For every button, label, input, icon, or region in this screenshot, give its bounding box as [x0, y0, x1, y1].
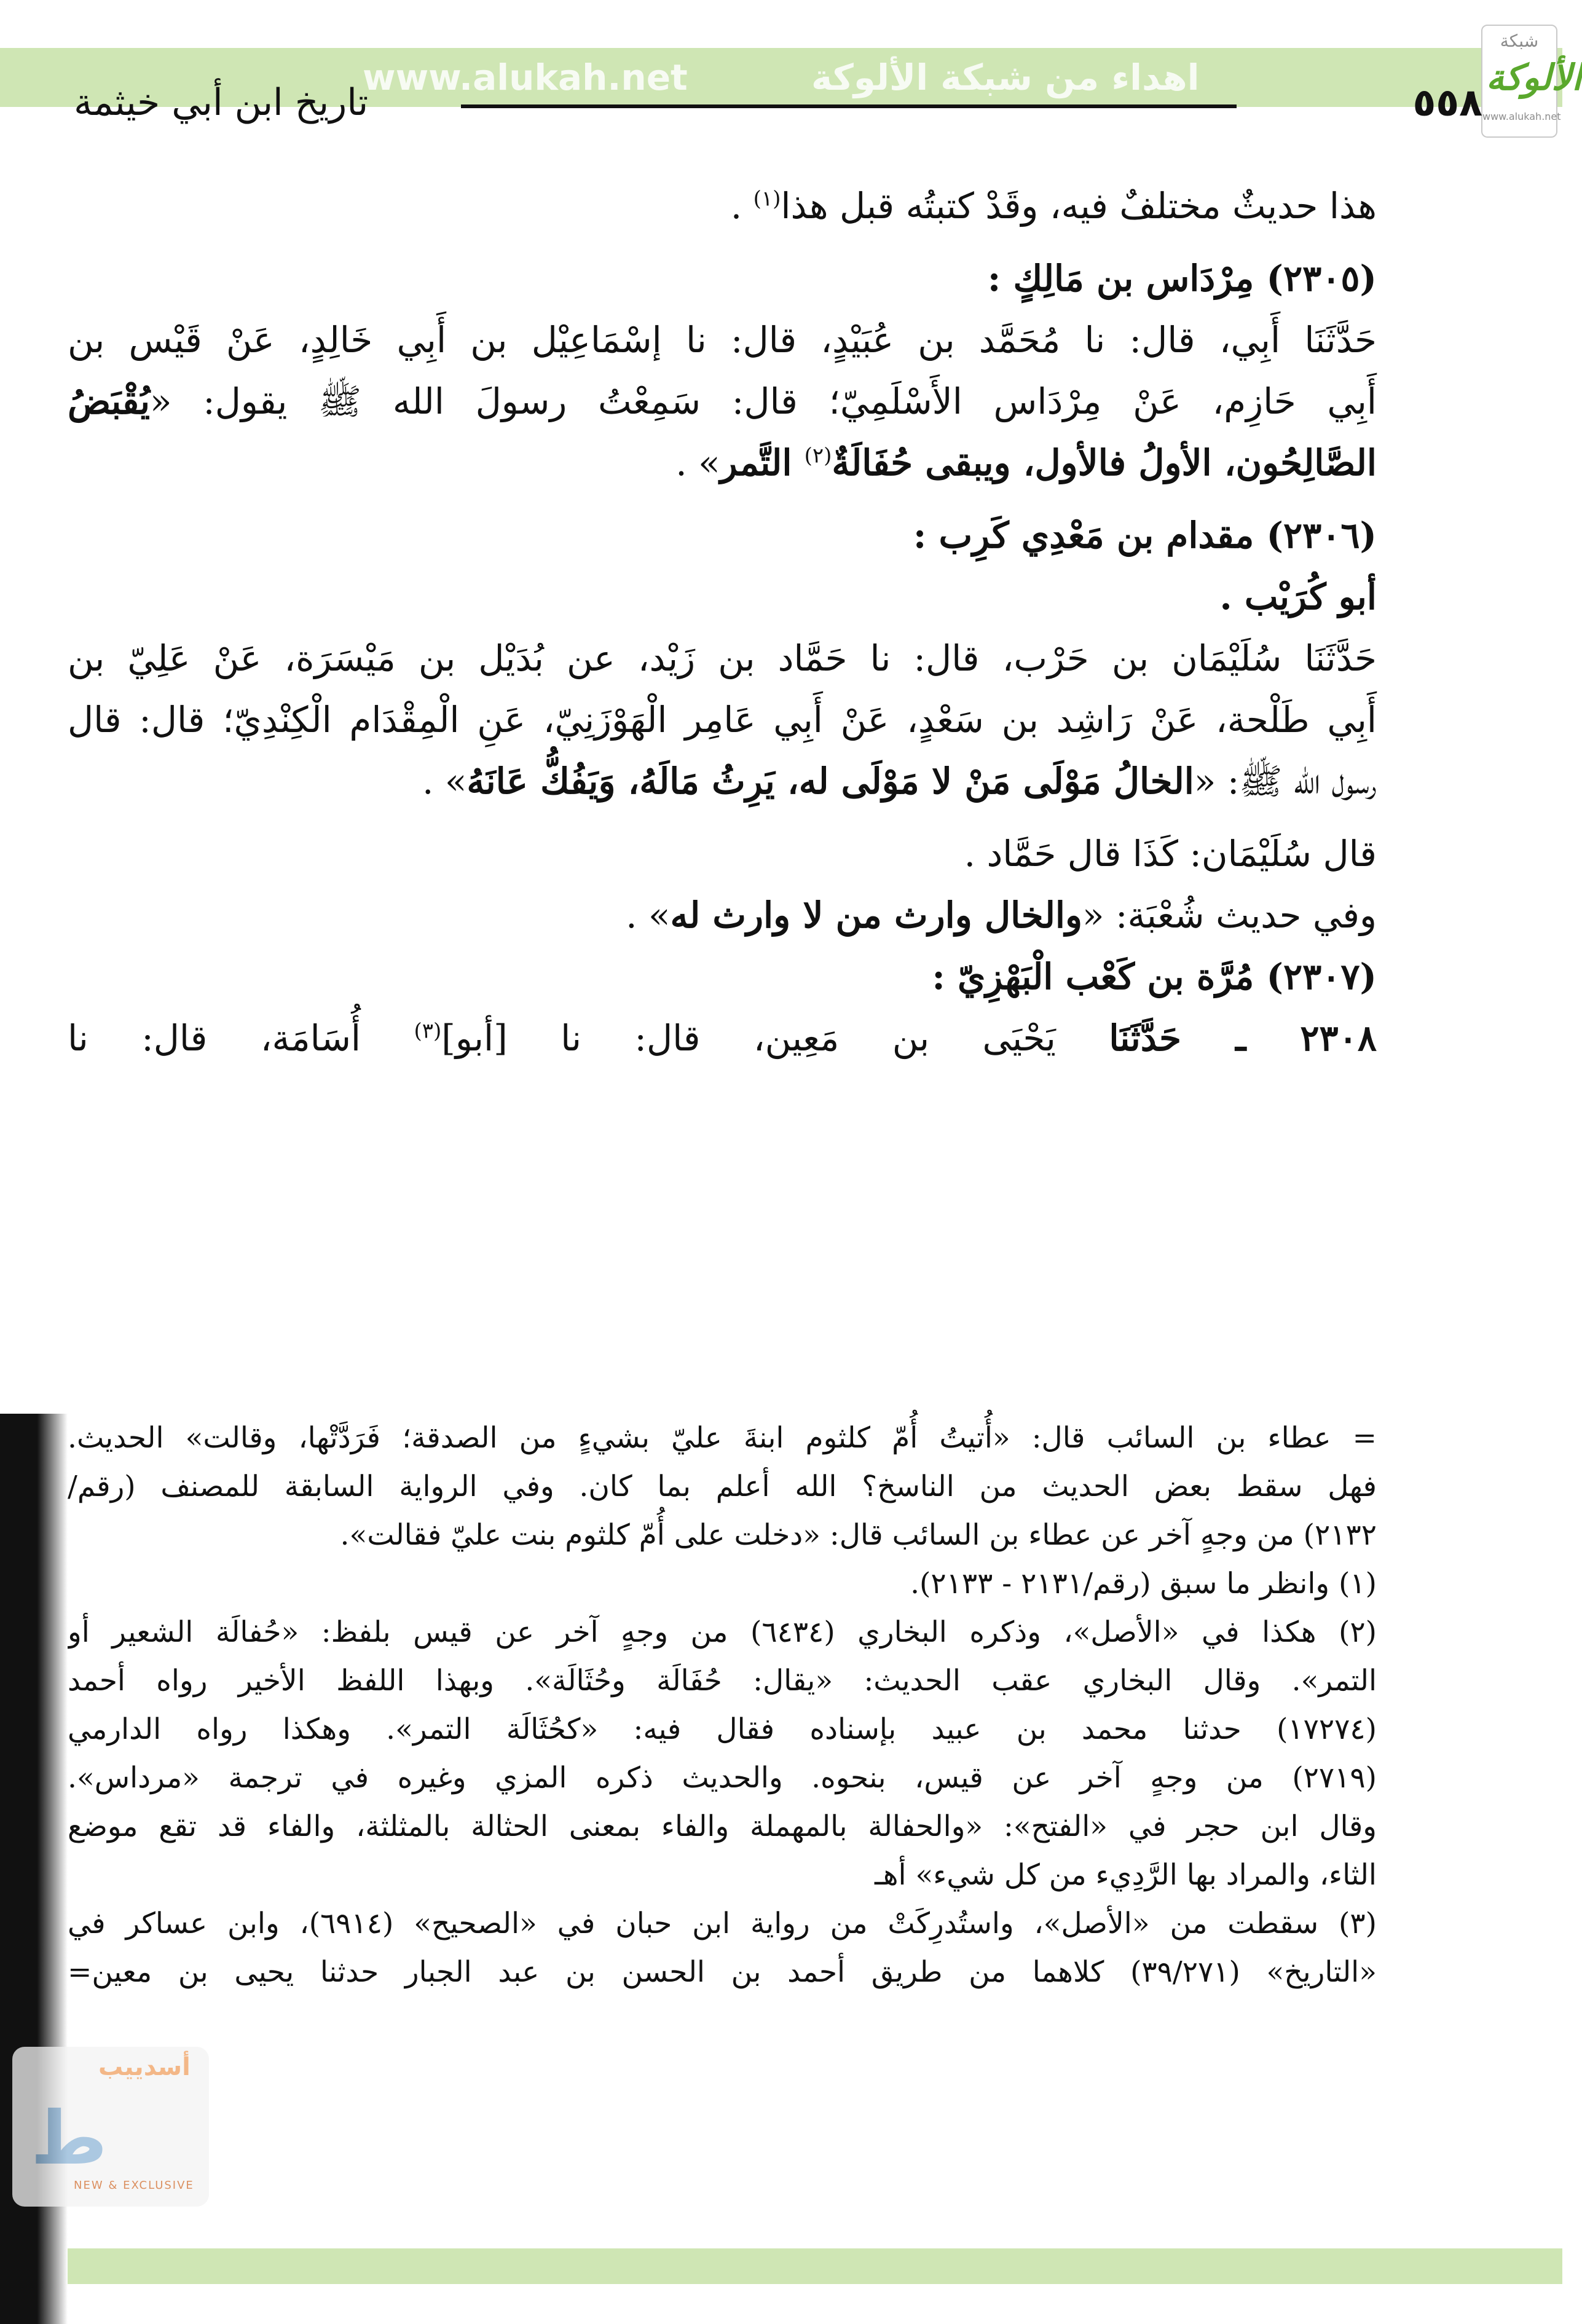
logo-url-text: www.alukah.net [1482, 111, 1561, 122]
footnotes [68, 1414, 1377, 1996]
text-span: يَحْيَى بن مَعِين، قال: نا [أبو] [441, 1017, 1109, 1059]
page-header [68, 69, 1495, 136]
text-span: حَدَّثَنَا أَبِي، قال: نا مُحَمَّد بن عُبَيْدٍ، قال: نا إسْمَاعِيْل بن أَبِي خَالِدٍ، عَنْ قَيْس بن [68, 319, 1377, 361]
text-line [68, 432, 1377, 494]
footnote-line: الثاء، والمراد بها الرَّدِيء من كل شيء» أهـ [874, 1858, 1377, 1892]
footnote-line: ٢١٣٢) من وجهٍ آخر عن عطاء بن السائب قال: «دخلت على أُمّ كلثوم بنت عليّ فقالت». [340, 1518, 1377, 1552]
section-heading [68, 946, 1377, 1007]
footnote-line: (١٧٢٧٤) حدثنا محمد بن عبيد بإسناده فقال فيه: «كحُثَالَة التمر». وهكذا رواه الدارمي [68, 1712, 1377, 1746]
bold-text: الصَّالِحُون، الأولُ فالأول، ويبقى حُفَالَةٌ [832, 442, 1377, 484]
text-line [68, 884, 1377, 946]
text-line [68, 823, 1377, 884]
page-number: ٥٥٨ [1412, 80, 1482, 125]
footnote-line: وقال ابن حجر في «الفتح»: «والحفالة بالمهملة والفاء بمعنى الحثالة بالمثلثة، والفاء قد تقع موضع [68, 1810, 1377, 1843]
text-span: حَدَّثَنَا سُلَيْمَان بن حَرْب، قال: نا حَمَّاد بن زَيْد، عن بُدَيْل بن مَيْسَرَة، عَنْ عَلِيّ بن [68, 637, 1377, 679]
footnote-line: (١) وانظر ما سبق (رقم/٢١٣١ - ٢١٣٣). [910, 1567, 1377, 1601]
text-line [68, 750, 1377, 812]
section-heading [68, 248, 1377, 309]
bold-text: التَّمر [720, 442, 805, 484]
text-span: أَبِي طَلْحة، عَنْ رَاشِد بن سَعْدٍ، عَنْ أَبِي عَامِر الْهَوْزَنِيّ، عَنِ الْمِقْدَام الْكِنْدِيّ؛ قال: قال [68, 699, 1377, 741]
footnote-line: = عطاء بن السائب قال: «أُتيتُ أُمّ كلثوم ابنةَ عليّ بشيءٍ من الصدقة؛ فَرَدَّتْها، وقالت» الحديث. [68, 1421, 1377, 1455]
bold-text: ٢٣٠٨ ـ حَدَّثَنَا [1109, 1017, 1377, 1059]
footnote-line: التمر». وقال البخاري عقب الحديث: «يقال: حُفَالَة وحُثَالَة». وبهذا اللفظ الأخير رواه أحمد [68, 1664, 1377, 1698]
footnote-line: (٢) هكذا في «الأصل»، وذكره البخاري (٦٤٣٤) من وجهٍ آخر عن قيس بلفظ: «حُفالَة الشعير أو [68, 1615, 1377, 1649]
footnote-marker: (٢) [804, 443, 832, 468]
badge-bottom-text: NEW & EXCLUSIVE [74, 2179, 194, 2192]
text-line [68, 309, 1377, 371]
header-rule [461, 104, 1237, 108]
footnote-line: فهل سقط بعض الحديث من الناسخ؟ الله أعلم بما كان. وفي الرواية السابقة للمصنف (رقم/ [68, 1470, 1377, 1503]
text-span: » . [422, 760, 467, 802]
text-span: (٢٣٠٧) مُرَّة بن كَعْب الْبَهْزِيّ : [932, 956, 1377, 998]
logo-top-text: شبكة [1500, 31, 1539, 51]
bold-text: الخالُ مَوْلَى مَنْ لا مَوْلَى له، يَرِثُ مَالَهُ، وَيَفُكُّ عَانَهُ [466, 760, 1194, 802]
bold-text: يُقْبَضُ [68, 380, 151, 422]
bold-text: والخال وارث من لا وارث له [670, 894, 1083, 936]
text-span: رسول الله ﷺ: « [1194, 760, 1377, 802]
text-span: أبو كُرَيْب . [1219, 576, 1377, 618]
section-heading [68, 566, 1377, 628]
text-span: أُسَامَة، قال: نا [68, 1017, 414, 1059]
text-span: قال سُلَيْمَان: كَذَا قال حَمَّاد . [964, 833, 1377, 875]
footnote-marker: (١) [753, 186, 781, 211]
badge-top-text: أسدييب [98, 2053, 191, 2081]
text-span: (٢٣٠٥) مِرْدَاس بن مَالِكٍ : [987, 258, 1377, 299]
text-line [68, 689, 1377, 750]
footnote-line: (٢٧١٩) من وجهٍ آخر عن قيس، بنحوه. والحديث ذكره المزي وغيره في ترجمة «مرداس». [68, 1761, 1377, 1795]
text-span: . [730, 185, 754, 227]
watermark-site: www.alukah.net [363, 57, 688, 98]
text-span: » . [675, 442, 720, 484]
logo-main-text: الألوكة [1486, 57, 1582, 98]
footnote-line: (٣) سقطت من «الأصل»، واستُدرِكَتْ من رواية ابن حبان في «الصحيح» (٦٩١٤)، وابن عساكر في [68, 1907, 1377, 1940]
text-line [68, 1007, 1377, 1069]
text-span: (٢٣٠٦) مقدام بن مَعْدِي كَرِب : [913, 514, 1377, 556]
watermark-badge [12, 2047, 209, 2207]
text-span: أَبِي حَازِم، عَنْ مِرْدَاس الأَسْلَمِيّ؛ قال: سَمِعْتُ رسولَ الله ﷺ يقول: « [150, 380, 1377, 422]
text-span: » . [626, 894, 671, 936]
text-span: وفي حديث شُعْبَة: « [1082, 894, 1377, 936]
text-line [68, 175, 1377, 237]
footnote-marker: (٣) [414, 1018, 442, 1044]
footnote-line: «التاريخ» (٣٩/٢٧١) كلاهما من طريق أحمد بن الحسن بن عبد الجبار حدثنا يحيى بن معين= [68, 1955, 1377, 1989]
footer-band [0, 2248, 1562, 2284]
badge-main-text: ط [31, 2096, 108, 2181]
watermark-gift: اهداء من شبكة الألوكة [811, 57, 1200, 98]
main-text [68, 175, 1377, 1069]
text-span: هذا حديثٌ مختلفٌ فيه، وقَدْ كتبتُه قبل هذا [781, 185, 1377, 227]
text-line [68, 371, 1377, 432]
running-title: تاريخ ابن أبي خيثمة [74, 81, 369, 124]
section-heading [68, 505, 1377, 566]
text-line [68, 628, 1377, 689]
